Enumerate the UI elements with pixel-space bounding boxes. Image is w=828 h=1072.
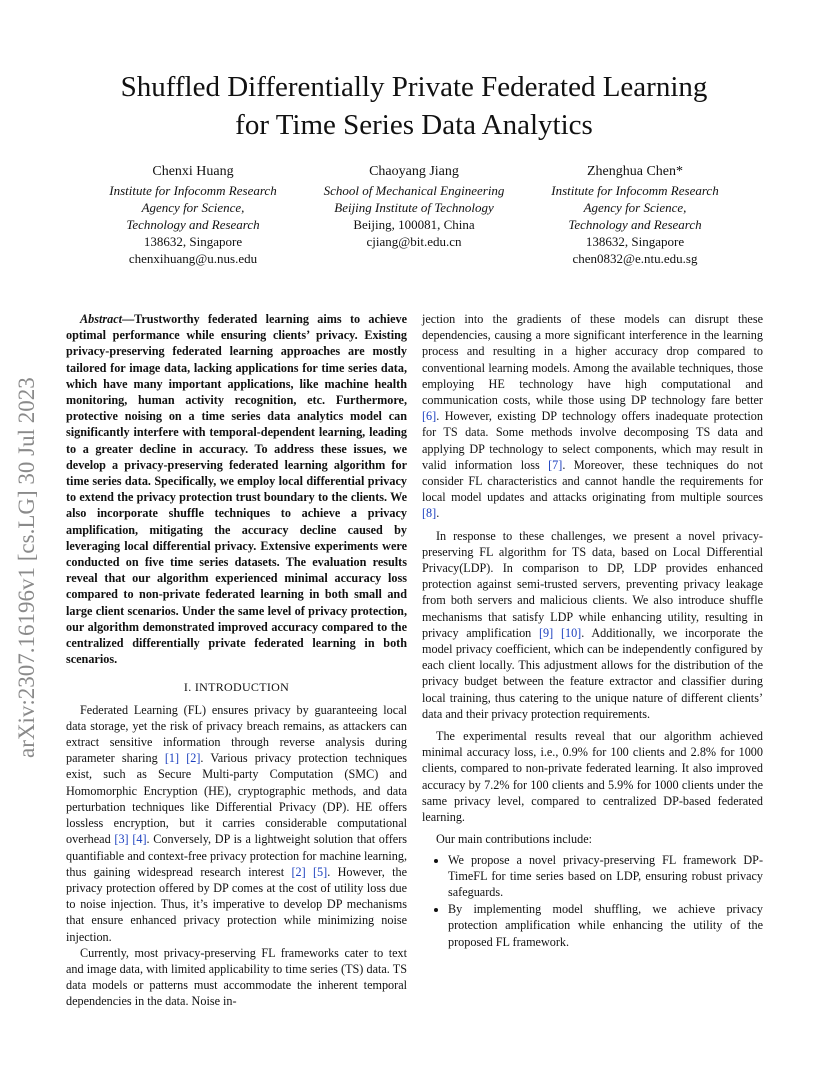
citation-link[interactable]: [10]	[560, 625, 582, 640]
body-text	[306, 865, 313, 879]
title-line-1: Shuffled Differentially Private Federated Learning	[120, 71, 708, 103]
citation-link[interactable]: [7]	[548, 457, 563, 472]
left-column	[66, 311, 407, 1010]
intro-paragraph-2: Currently, most privacy-preserving FL frameworks cater to text and image data, with limited applicability to time series (TS) data. TS data models or patterns must accommodate the inherent temporal dependencies in the data. Noise in-	[66, 945, 407, 1009]
right-column	[422, 311, 763, 951]
citation-link[interactable]: [6]	[422, 409, 437, 424]
body-text: . Various privacy protection techniques exist, such as Secure Multi-party Computation (SMC) and Homomorphic Encryption (HE), cryptographic methods, and data perturbation techniques like Differential Privacy (DP). HE offers lossless encryption, but it carries considerable computational overhead	[66, 751, 408, 847]
author-block-1	[78, 163, 308, 267]
author-affiliation: Beijing Institute of Technology	[334, 200, 494, 215]
author-block-2	[299, 163, 529, 250]
author-name: Chenxi Huang	[152, 164, 234, 179]
body-text: In response to these challenges, we present a novel privacy-preserving FL algorithm for TS data, based on Local Differential Privacy(LDP). In comparison to DP, LDP provides enhanced protection against semi-trusted servers, preventing privacy leakage from both servers and malicious clients. We also introduce shuffle mechanisms that satisfy LDP while enhancing utility, resulting in privacy amplification	[422, 528, 763, 640]
right-paragraph-4: Our main contributions include:	[436, 832, 593, 847]
author-name: Chaoyang Jiang	[369, 164, 459, 179]
body-text: . Additionally, we incorporate the model privacy coefficient, which can be independently configured by each client locally. This adjustment allows for the distribution of the privacy budget between the feature extractor and classifier during local training, thus catering to the unique nature of different clients’ data and their privacy protection requirements.	[422, 625, 763, 721]
right-paragraph-1	[422, 311, 763, 522]
author-affiliation: Technology and Research	[126, 217, 260, 232]
abstract-lead: Abstract	[80, 312, 122, 326]
right-paragraph-2	[422, 528, 763, 722]
author-email: chen0832@e.ntu.edu.sg	[572, 251, 698, 266]
right-paragraph-3: The experimental results reveal that our algorithm achieved minimal accuracy loss, i.e., 0.9% for 100 clients and 2.8% for 1000 clients, compared to non-private federated learning. It also improved accuracy by 7.2% for 100 clients and 5.9% for 1000 clients under the same privacy level, compared to centralized DP-based federated learning.	[422, 729, 763, 825]
citation-link[interactable]: [2]	[186, 751, 201, 766]
author-affiliation: Institute for Infocomm Research	[551, 183, 719, 198]
citation-link[interactable]: [4]	[132, 832, 147, 847]
author-block-3	[520, 163, 750, 267]
author-email: chenxihuang@u.nus.edu	[128, 251, 258, 266]
abstract-text: —Trustworthy federated learning aims to achieve optimal performance while ensuring clients’ privacy. Existing privacy-preserving federated learning approaches are mostly tailored for image data, lacking applications for time series data, which have many important applications, like machine health monitoring, human activity recognition, etc. Furthermore, protective noising on a time series data analytics model can significantly interfere with temporal-dependent learning, leading to a greater decline in accuracy. To address these issues, we develop a privacy-preserving federated learning algorithm for time series data. Specifically, we employ local differential privacy to extend the privacy protection trust boundary to the clients. We also incorporate shuffle techniques to achieve a privacy amplification, mitigating the accuracy decline caused by leveraging local differential privacy. Extensive experiments were conducted on five time series datasets. The evaluation results reveal that our algorithm experienced minimal accuracy loss compared to non-private federated learning in both small and large client scenarios. Under the same level of privacy protection, our algorithm demonstrated improved accuracy compared to the centralized differentially private federated learning in both scenarios.	[66, 312, 407, 667]
author-name: Zhenghua Chen*	[586, 164, 684, 179]
contributions-list	[422, 852, 763, 950]
author-affiliation: Technology and Research	[568, 217, 702, 232]
author-affiliation: Agency for Science,	[141, 200, 245, 215]
citation-link[interactable]: [8]	[422, 506, 437, 521]
author-affiliation: Institute for Infocomm Research	[109, 183, 277, 198]
author-affiliation: School of Mechanical Engineering	[323, 183, 505, 198]
arxiv-identifier: arXiv:2307.16196v1 [cs.LG] 30 Jul 2023	[14, 377, 39, 758]
paper-title	[40, 68, 788, 144]
list-item: • By implementing model shuffling, we achieve privacy protection amplification while enhancing the utility of the proposed FL framework.	[448, 901, 763, 950]
body-text: . Conversely, DP is a lightweight solution that offers quantifiable and context-free privacy protection for machine learning, thus gaining widespread research interest	[66, 832, 408, 879]
list-item: • We propose a novel privacy-preserving FL framework DP-TimeFL for time series based on LDP, ensuring robust privacy safeguards.	[448, 852, 763, 901]
author-affiliation: Agency for Science,	[583, 200, 687, 215]
abstract	[66, 311, 407, 667]
body-text: .	[436, 506, 440, 521]
citation-link[interactable]: [9]	[538, 625, 554, 640]
body-text: Federated Learning (FL) ensures privacy by guaranteeing local data storage, yet the risk of privacy breach remains, as attackers can extract sensitive information through reverse analysis during parameter sharing	[66, 702, 407, 766]
author-address: 138632, Singapore	[585, 234, 685, 249]
citation-link[interactable]: [5]	[312, 864, 328, 879]
citation-link[interactable]: [1]	[164, 751, 180, 766]
citation-link[interactable]: [3]	[114, 832, 129, 847]
intro-paragraph-1	[66, 702, 407, 945]
citation-link[interactable]: [2]	[291, 864, 306, 879]
author-address: 138632, Singapore	[143, 234, 243, 249]
title-line-2: for Time Series Data Analytics	[235, 109, 593, 141]
body-text: . However, existing DP technology offers inadequate protection for TS data. Some methods involve decomposing TS data and applying DP technology to select components, which may result in valid information loss	[422, 409, 763, 472]
author-email: cjiang@bit.edu.cn	[366, 234, 462, 249]
body-text: . Moreover, these techniques do not consider FL characteristics and cannot handle the requirements for local model updates and attacks originating from multiple sources	[422, 457, 763, 505]
arxiv-stamp	[16, 298, 38, 758]
body-text: . However, the privacy protection offered by DP comes at the cost of utility loss due to noise injection. Thus, it’s imperative to develop DP mechanisms that ensure enhanced privacy protection while minimizing noise injection.	[66, 864, 408, 944]
author-address: Beijing, 100081, China	[353, 217, 475, 232]
body-text	[553, 626, 561, 640]
section-heading-introduction: I. INTRODUCTION	[183, 680, 290, 695]
body-text: jection into the gradients of these models can disrupt these dependencies, causing a more significant interference in the learning process and resulting in a higher accuracy drop compared to conventional learning models. Among the available techniques, those employing HE technology have high computational and communication costs, while those using DP technology fare better	[422, 312, 763, 408]
